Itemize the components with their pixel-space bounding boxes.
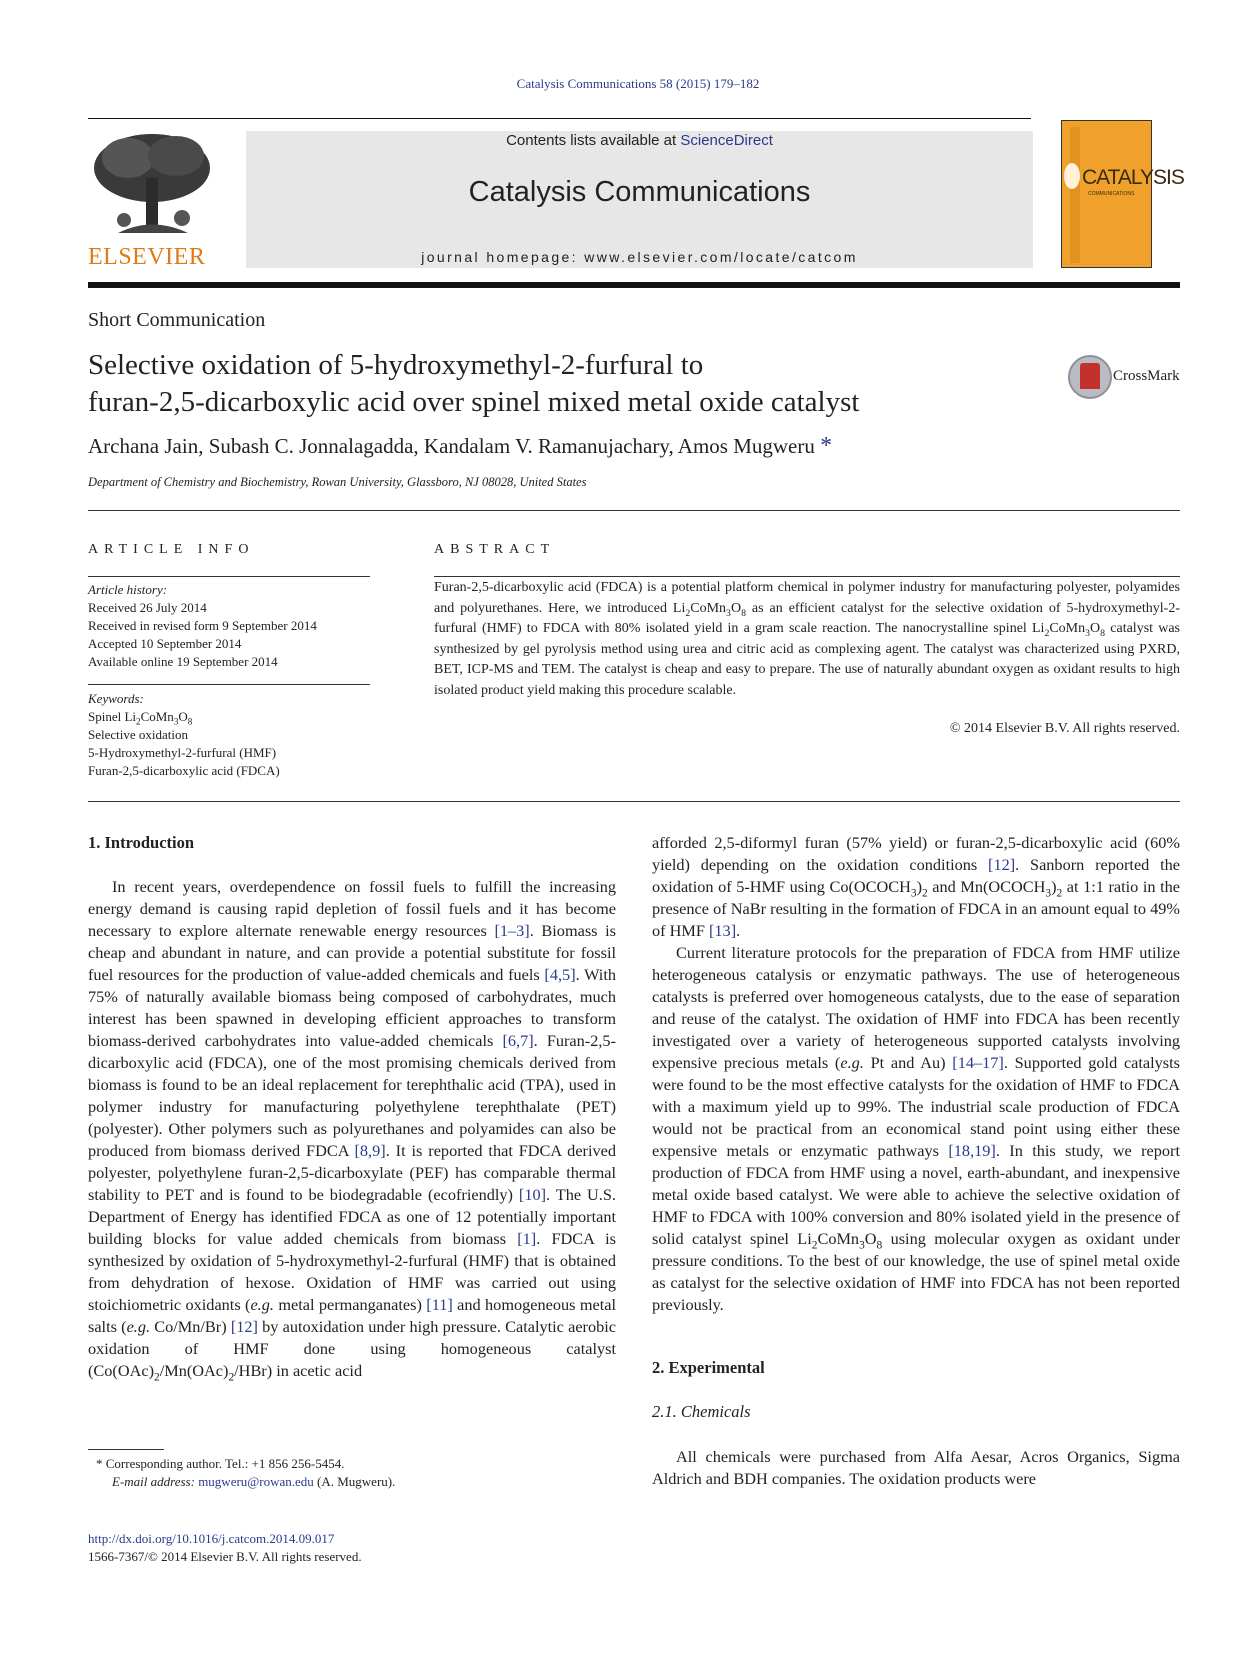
keywords-rule [88, 684, 370, 685]
abstract-heading: ABSTRACT [434, 542, 556, 557]
abstract-text: Furan-2,5-dicarboxylic acid (FDCA) is a potential platform chemical in polymer industry for manufacturing polyester, polyamides and polyurethanes. Here, we introduced $Li_2CoMn_3O_8$ as an efficient catalyst for the selective oxidation of 5-hydroxymethyl-2-furfural (HMF) to FDCA with 80% isolated yield in a gram scale reaction. The nanocrystalline spinel $Li_2CoMn_3O_8$ catalyst was synthesized by gel pyrolysis method using urea and citric acid as complexing agent. The catalyst was characterized using PXRD, BET, ICP-MS and TEM. The catalyst is cheap and easy to prepare. The use of naturally abundant oxygen as oxidant results to high isolated product yield making this procedure scalable. [434, 580, 1180, 698]
abstract-bottom-rule [88, 801, 1180, 802]
keywords-list: Keywords: Spinel $Li_2CoMn_3O_8$ Selective oxidation 5-Hydroxymethyl-2-furfural (HMF) Furan-2,5-dicarboxylic acid (FDCA) [88, 691, 280, 778]
journal-homepage[interactable]: journal homepage: www.elsevier.com/locate/catcom [421, 249, 858, 265]
cover-subtitle: COMMUNICATIONS [1088, 191, 1135, 197]
crossmark-label[interactable]: CrossMark [1113, 368, 1180, 384]
introduction-text-continued: afforded 2,5-diformyl furan (57% yield) or furan-2,5-dicarboxylic acid (60% yield) depending on the oxidation conditions [12]. Sanborn reported the oxidation of 5-HMF using $Co(OCOCH_3)_2$ and $Mn(OCOCH_3)_2$ at 1:1 ratio in the presence of NaBr resulting in the formation of FDCA in an amount equal to 49% of HMF [13]. Current literature protocols for the preparation of FDCA from HMF utilize heterogeneous catalysis or enzymatic pathways. The use of heterogeneous catalysts is preferred over homogeneous catalysts, due to the ease of separation and reuse of the catalyst. The oxidation of HMF into FDCA has been recently investigated over a variety of heterogeneous supported catalysts involving expensive precious metals (e.g. Pt and Au) [14–17]. Supported gold catalysts were found to be the most effective catalysts for the oxidation of HMF to FDCA with a maximum yield up to 99%. The industrial scale production of FDCA would not be practical from an economical stand point using either these expensive metals or enzymatic pathways [18,19]. In this study, we report production of FDCA from HMF using a novel, earth-abundant, and inexpensive metal oxide based catalyst. We were able to achieve the selective oxidation of HMF to FDCA with 100% conversion and 80% isolated yield in the presence of solid catalyst spinel $Li_2CoMn_3O_8$ using molecular oxygen as oxidant under pressure conditions. To the best of our knowledge, the use of spinel metal oxide as catalyst for the selective oxidation of HMF into FDCA has not been reported previously. [652, 833, 1181, 1314]
abstract-copyright: © 2014 Elsevier B.V. All rights reserved. [949, 721, 1180, 736]
citation-link[interactable]: [4,5] [544, 965, 576, 984]
elsevier-logo [88, 128, 216, 244]
article-type: Short Communication [88, 309, 266, 331]
article-info-heading: ARTICLE INFO [88, 542, 255, 557]
author-list: Archana Jain, Subash C. Jonnalagadda, Kandalam V. Ramanujachary, Amos Mugweru * [88, 433, 833, 459]
citation-link[interactable]: [1] [517, 1229, 537, 1248]
corresponding-author-note: * Corresponding author. Tel.: +1 856 256-5454. E-mail address: mugweru@rowan.edu (A. Mugweru). [96, 1456, 396, 1489]
contents-available: Contents lists available at ScienceDirect [506, 132, 773, 149]
citation-link[interactable]: [14–17] [952, 1053, 1004, 1072]
introduction-heading: 1. Introduction [88, 833, 195, 852]
article-info-rule [88, 576, 370, 577]
cover-stripe [1070, 127, 1080, 263]
affiliation-rule [88, 510, 1180, 511]
email-link[interactable]: mugweru@rowan.edu [198, 1474, 314, 1489]
footnote-rule [88, 1449, 164, 1450]
cover-ring [1064, 163, 1080, 189]
citation-link[interactable]: [1–3] [494, 921, 530, 940]
header-thick-rule [88, 282, 1180, 288]
elsevier-wordmark: ELSEVIER [88, 244, 206, 270]
elsevier-tree-icon [88, 128, 216, 244]
citation-link[interactable]: [13] [709, 921, 737, 940]
doi-block: http://dx.doi.org/10.1016/j.catcom.2014.09.017 1566-7367/© 2014 Elsevier B.V. All rights reserved. [88, 1531, 362, 1564]
doi-link[interactable]: http://dx.doi.org/10.1016/j.catcom.2014.09.017 [88, 1531, 335, 1546]
chemicals-heading: 2.1. Chemicals [652, 1402, 751, 1421]
affiliation: Department of Chemistry and Biochemistry, Rowan University, Glassboro, NJ 08028, United States [88, 475, 587, 489]
citation-link[interactable]: [12] [988, 855, 1016, 874]
citation-link[interactable]: [10] [518, 1185, 547, 1204]
journal-cover-image [1061, 120, 1184, 268]
article-title: Selective oxidation of 5-hydroxymethyl-2-furfural to furan-2,5-dicarboxylic acid over spinel mixed metal oxide catalyst [88, 349, 860, 418]
header-top-rule [88, 118, 1031, 119]
journal-title: Catalysis Communications [468, 176, 811, 208]
chemicals-text: All chemicals were purchased from Alfa Aesar, Acros Organics, Sigma Aldrich and BDH companies. The oxidation products were [652, 1447, 1180, 1488]
abstract-rule [434, 576, 1180, 577]
article-history: Article history: Received 26 July 2014 Received in revised form 9 September 2014 Accepted 10 September 2014 Available online 19 September 2014 [88, 582, 317, 669]
citation-link[interactable]: [6,7] [502, 1031, 534, 1050]
crossmark-icon[interactable] [1068, 355, 1112, 399]
citation-link[interactable]: [12] [230, 1317, 258, 1336]
corresponding-author-mark[interactable]: * [820, 433, 833, 459]
citation-link[interactable]: [18,19] [948, 1141, 996, 1160]
experimental-heading: 2. Experimental [652, 1358, 765, 1377]
journal-reference-link[interactable]: Catalysis Communications 58 (2015) 179–182 [516, 76, 760, 91]
citation-link[interactable]: [8,9] [354, 1141, 386, 1160]
introduction-text: In recent years, overdependence on fossil fuels to fulfill the increasing energy demand is causing rapid depletion of fossil fuels and it has become necessary to explore alternate renewable energy resources [1–3]. Biomass is cheap and abundant in nature, and can provide a potential substitute for fossil fuel resources for the production of value-added chemicals and fuels [4,5]. With 75% of naturally available biomass being composed of carbohydrates, much interest has been spawned in developing efficient approaches to transform biomass-derived carbohydrates into value-added chemicals [6,7]. Furan-2,5-dicarboxylic acid (FDCA), one of the most promising chemicals derived from biomass is found to be an ideal replacement for terephthalic acid (TPA), used in polymer industry for manufacturing polyethylene terephthalate (PET) (polyester). Other polymers such as polyurethanes and polyamides can also be produced from biomass derived FDCA [8,9]. It is reported that FDCA derived polyester, polyethylene furan-2,5-dicarboxylate (PEF) has comparable thermal stability to PET and is found to be biodegradable (ecofriendly) [10]. The U.S. Department of Energy has identified FDCA as one of 12 potentially important building blocks for value added chemicals from biomass [1]. FDCA is synthesized by oxidation of 5-hydroxymethyl-2-furfural (HMF) that is obtained from dehydration of hexose. Oxidation of HMF was carried out using stoichiometric oxidants (e.g. metal permanganates) [11] and homogeneous metal salts (e.g. Co/Mn/Br) [12] by autoxidation under high pressure. Catalytic aerobic oxidation of HMF done using homogeneous catalyst $(Co(OAc)_2/Mn(OAc)_2/HBr)$ in acetic acid [88, 877, 617, 1384]
citation-link[interactable]: [11] [426, 1295, 453, 1314]
cover-title: CATALYSIS [1082, 166, 1184, 189]
sciencedirect-link[interactable]: ScienceDirect [680, 132, 773, 149]
